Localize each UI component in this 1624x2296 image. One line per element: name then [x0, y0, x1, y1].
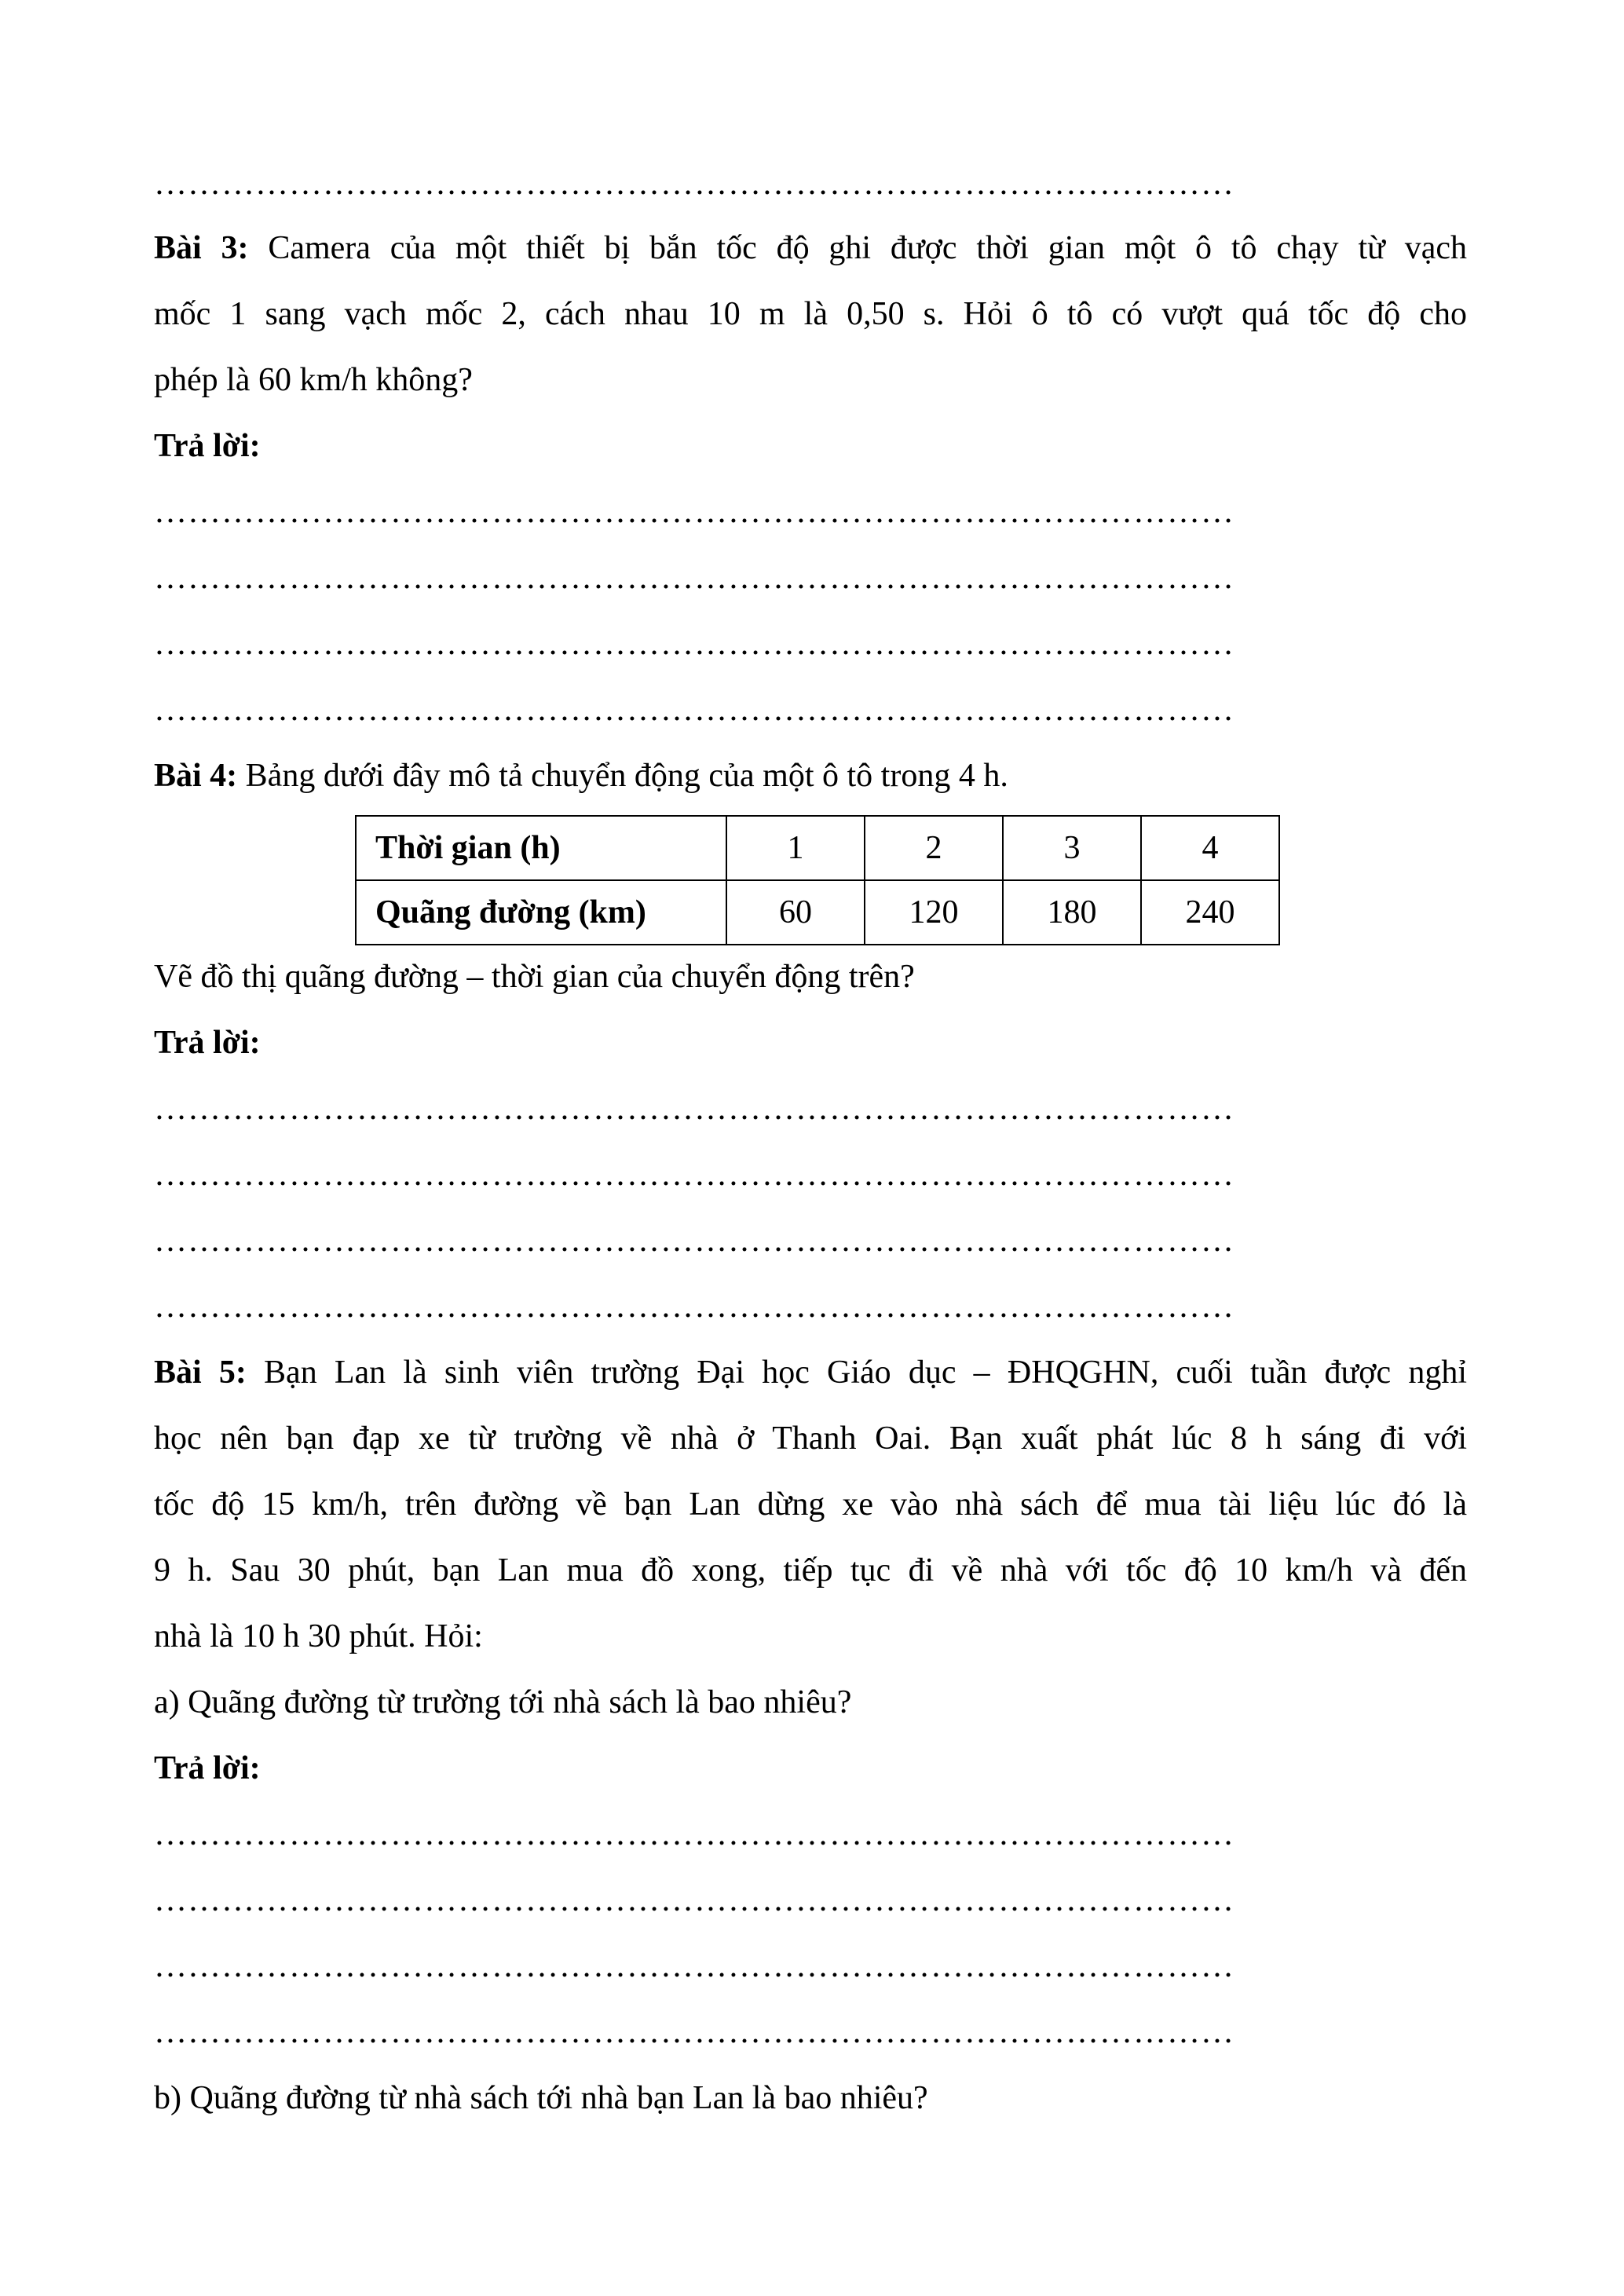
table-cell: 180 — [1003, 880, 1141, 945]
answer-dotted-line: …………………………………………………………………………………… — [154, 1157, 1234, 1193]
table-cell: 3 — [1003, 816, 1141, 880]
table-header-time: Thời gian (h) — [356, 816, 726, 880]
answer-label-text: Trả lời: — [154, 428, 261, 464]
answer-dotted-line: …………………………………………………………………………………… — [154, 626, 1234, 662]
bai4-answer-label — [154, 1021, 1467, 1065]
bai3-line-3: phép là 60 km/h không? — [154, 362, 473, 398]
table-cell: 120 — [865, 880, 1003, 945]
bai5-line-4: 9 h. Sau 30 phút, bạn Lan mua đồ xong, tiếp tục đi về nhà với tốc độ 10 km/h và đến — [154, 1552, 1467, 1589]
table-row-time — [356, 816, 1279, 880]
bai4-line-1 — [154, 754, 1467, 798]
bai5-line-2: học nên bạn đạp xe từ trường về nhà ở Thanh Oai. Bạn xuất phát lúc 8 h sáng đi với — [154, 1420, 1467, 1457]
table-cell: 240 — [1141, 880, 1279, 945]
bai5-line-1 — [154, 1351, 1467, 1395]
answer-dotted-line: …………………………………………………………………………………… — [154, 1223, 1234, 1259]
table-cell: 60 — [726, 880, 865, 945]
bai3-text-1: Camera của một thiết bị bắn tốc độ ghi được thời gian một ô tô chạy từ vạch — [248, 230, 1467, 266]
bai4-label: Bài 4: — [154, 758, 238, 794]
bai5-line-3: tốc độ 15 km/h, trên đường về bạn Lan dừng xe vào nhà sách để mua tài liệu lúc đó là — [154, 1486, 1467, 1523]
answer-dotted-line: …………………………………………………………………………………… — [154, 1289, 1234, 1325]
bai4-question: Vẽ đồ thị quãng đường – thời gian của chuyển động trên? — [154, 959, 915, 995]
bai3-line-2: mốc 1 sang vạch mốc 2, cách nhau 10 m là 0,50 s. Hỏi ô tô có vượt quá tốc độ cho — [154, 296, 1467, 332]
answer-label-text: Trả lời: — [154, 1750, 261, 1786]
table-row-distance — [356, 880, 1279, 945]
table-header-distance: Quãng đường (km) — [356, 880, 726, 945]
bai5-question-b: b) Quãng đường từ nhà sách tới nhà bạn Lan là bao nhiêu? — [154, 2080, 928, 2116]
answer-dotted-line: …………………………………………………………………………………… — [154, 1816, 1234, 1852]
bai5-answer-label — [154, 1746, 1467, 1790]
answer-dotted-line: …………………………………………………………………………………… — [154, 560, 1234, 596]
bai5-text-1: Bạn Lan là sinh viên trường Đại học Giáo dục – ĐHQGHN, cuối tuần được nghỉ — [246, 1355, 1467, 1391]
table-cell: 2 — [865, 816, 1003, 880]
answer-dotted-line: …………………………………………………………………………………… — [154, 494, 1234, 530]
bai3-answer-label — [154, 424, 1467, 468]
bai4-text-1: Bảng dưới đây mô tả chuyển động của một ô tô trong 4 h. — [237, 758, 1008, 794]
answer-dotted-line: …………………………………………………………………………………… — [154, 1091, 1234, 1127]
answer-dotted-line: …………………………………………………………………………………… — [154, 1948, 1234, 1984]
answer-dotted-line: …………………………………………………………………………………… — [154, 166, 1234, 202]
answer-dotted-line: …………………………………………………………………………………… — [154, 2014, 1234, 2050]
motion-table — [355, 815, 1280, 945]
answer-dotted-line: …………………………………………………………………………………… — [154, 1882, 1234, 1918]
bai5-question-a: a) Quãng đường từ trường tới nhà sách là bao nhiêu? — [154, 1684, 852, 1720]
table-cell: 4 — [1141, 816, 1279, 880]
answer-label-text: Trả lời: — [154, 1025, 261, 1061]
table-cell: 1 — [726, 816, 865, 880]
bai3-label: Bài 3: — [154, 230, 249, 266]
bai5-label: Bài 5: — [154, 1355, 247, 1391]
bai3-line-1 — [154, 226, 1467, 270]
answer-dotted-line: …………………………………………………………………………………… — [154, 692, 1234, 728]
bai5-line-5: nhà là 10 h 30 phút. Hỏi: — [154, 1618, 483, 1654]
